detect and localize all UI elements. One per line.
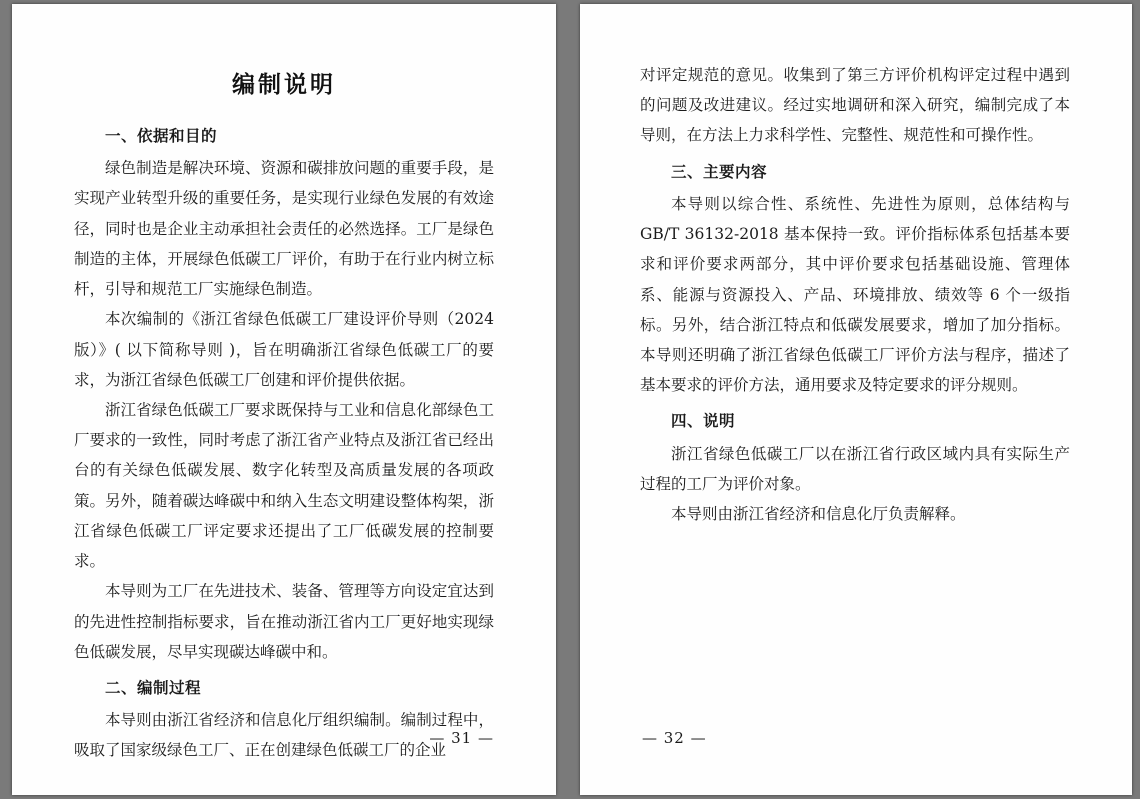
section-heading: 三、主要内容: [671, 161, 768, 181]
paragraph: 本导则由浙江省经济和信息化厅负责解释。: [671, 505, 966, 524]
page-right: [580, 4, 1132, 795]
page-left: [12, 4, 556, 795]
page-number: — 31 —: [429, 729, 494, 747]
page-number: — 32 —: [642, 729, 707, 747]
paragraph: 浙江省绿色低碳工厂要求既保持与工业和信息化部绿色工厂要求的一致性，同时考虑了浙江省产业特点及浙江省已经出台的有关绿色低碳发展、数字化转型及高质量发展的各项政策。另外，随着碳达峰碳中和纳入生态文明建设整体构架，浙江省绿色低碳工厂评定要求还提出了工厂低碳发展的控制要求。: [74, 400, 494, 571]
paragraph: 本导则为工厂在先进技术、装备、管理等方向设定宜达到的先进性控制指标要求，旨在推动浙江省内工厂更好地实现绿色低碳发展，尽早实现碳达峰碳中和。: [74, 582, 494, 661]
page-title: 编制说明: [232, 71, 336, 98]
section-heading: 四、说明: [671, 411, 736, 431]
page-right-body: [640, 60, 1070, 529]
page-left-body: [74, 121, 494, 766]
spread-gutter: [562, 4, 574, 791]
paragraph: 绿色制造是解决环境、资源和碳排放问题的重要手段，是实现产业转型升级的重要任务，是实现行业绿色发展的有效途径，同时也是企业主动承担社会责任的必然选择。工厂是绿色制造的主体，开展绿色低碳工厂评价，有助于在行业内树立标杆，引导和规范工厂实施绿色制造。: [74, 159, 494, 299]
paragraph: 本导则由浙江省经济和信息化厅组织编制。编制过程中，吸取了国家级绿色工厂、正在创建绿色低碳工厂的企业: [74, 711, 494, 760]
paragraph: 本次编制的《浙江省绿色低碳工厂建设评价导则（2024版）》( 以下简称导则 )，旨在明确浙江省绿色低碳工厂的要求，为浙江省绿色低碳工厂创建和评价提供依据。: [74, 310, 494, 389]
section-heading: 二、编制过程: [105, 677, 202, 697]
paragraph: 浙江省绿色低碳工厂以在浙江省行政区域内具有实际生产过程的工厂为评价对象。: [640, 444, 1070, 493]
paragraph: 本导则以综合性、系统性、先进性为原则，总体结构与GB/T 36132-2018 基本保持一致。评价指标体系包括基本要求和评价要求两部分，其中评价要求包括基础设施、管理体系、能源与资源投入、产品、环境排放、绩效等 6 个一级指标。另外，结合浙江特点和低碳发展要求，增加了加分指标。本导则还明确了浙江省绿色低碳工厂评价方法与程序，描述了基本要求的评价方法，通用要求及特定要求的评分规则。: [640, 194, 1070, 395]
section-heading: 一、依据和目的: [105, 126, 218, 145]
paragraph-continued: 对评定规范的意见。收集到了第三方评价机构评定过程中遇到的问题及改进建议。经过实地调研和深入研究，编制完成了本导则，在方法上力求科学性、完整性、规范性和可操作性。: [640, 66, 1070, 145]
